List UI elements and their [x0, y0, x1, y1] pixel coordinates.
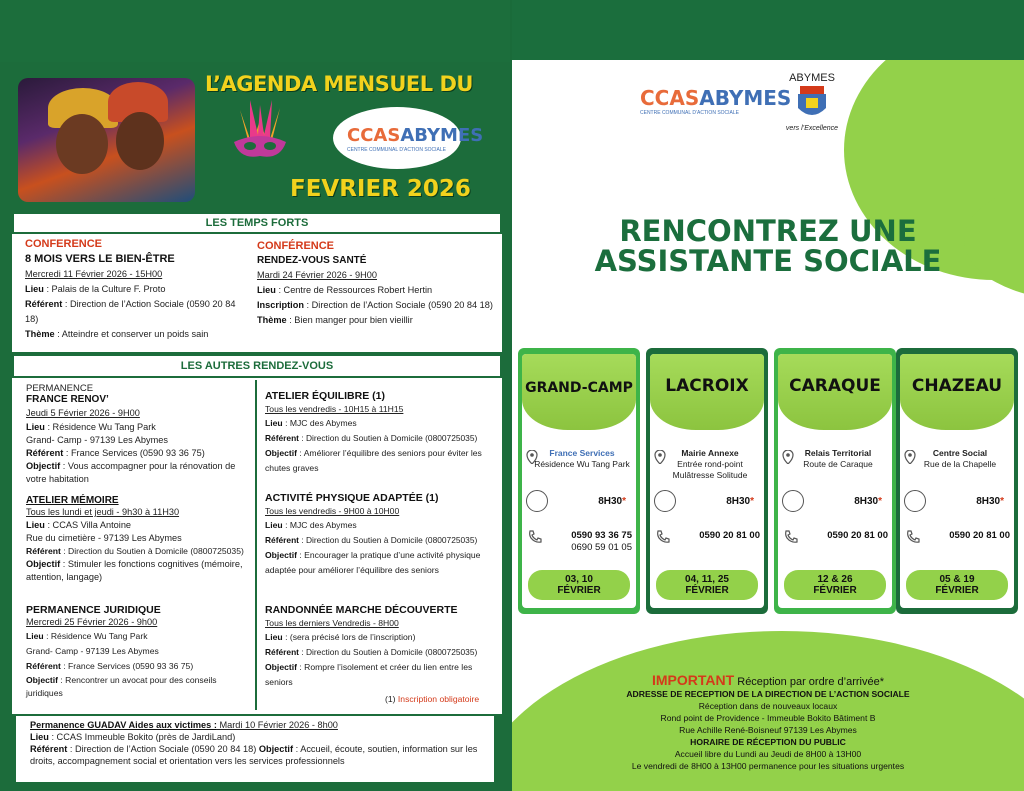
event-randonnee: RANDONNÉE MARCHE DÉCOUVERTE Tous les derniers Vendredis - 8H00 Lieu : (sera précisé lors de l’inscription) Référent : Direction du Soutien à Domicile (0800725035) Objectif : Rompre l’isolement et créer du lien entre les seniors: [265, 604, 495, 690]
event-conference-sante: CONFÉRENCE RENDEZ-VOUS SANTÉ Mardi 24 Février 2026 - 9H00 Lieu : Centre de Ressources Robert Hertin Inscription : Direction de l’Action Sociale (0590 20 84 18) Thème : Bien manger pour bien vieillir: [257, 240, 497, 328]
face-left: [56, 114, 108, 174]
clock-icon: [526, 490, 548, 512]
card-address: Relais Territorial Route de Caraque: [803, 448, 873, 469]
carnival-mask-icon: [230, 100, 290, 170]
phone-icon: [656, 530, 670, 544]
card-lacroix: [646, 348, 768, 614]
event-date: Tous les vendredis - 9H00 à 10H00: [265, 506, 400, 516]
card-time: 8H30*: [598, 496, 626, 507]
card-time: 8H30*: [976, 496, 1004, 507]
card-phones: 0590 20 81 00: [949, 530, 1010, 541]
temps-forts-header: LES TEMPS FORTS: [12, 212, 502, 234]
ccas-logo-right: [640, 86, 792, 132]
guadav-title: Permanence GUADAV Aides aux victimes :: [30, 720, 217, 730]
event-kind: PERMANENCE: [26, 383, 94, 394]
autres-header: LES AUTRES RENDEZ-VOUS: [12, 354, 502, 378]
phone-icon: [784, 530, 798, 544]
event-title: ATELIER ÉQUILIBRE (1): [265, 390, 385, 402]
agenda-title: L’AGENDA MENSUEL DU: [205, 72, 473, 96]
guadav-date: Mardi 10 Février 2026 - 8h00: [216, 720, 338, 730]
card-time: 8H30*: [726, 496, 754, 507]
card-dates: 05 & 19 FÉVRIER: [906, 570, 1008, 600]
event-atelier-memoire: ATELIER MÉMOIRE Tous les lundi et jeudi - 9h30 à 11H30 Lieu : CCAS Villa Antoine Rue du cimetière - 97139 Les Abymes Référent : Direction du Soutien à Domicile (0800725035) Objectif : Stimuler les fonctions cognitives (mémoire, attention, langage): [26, 495, 254, 584]
ccas-logo-text: CCASABYMES: [347, 125, 484, 146]
main-title: [512, 216, 1024, 276]
event-address: Grand- Camp - 97139 Les Abymes: [26, 646, 159, 656]
ccas-logo-sub: CENTRE COMMUNAL D’ACTION SOCIALE: [347, 147, 446, 153]
event-date: Mercredi 25 Février 2026 - 9h00: [26, 617, 158, 627]
card-caraque: [774, 348, 896, 614]
hours-line: Le vendredi de 8H00 à 13H00 permanence pour les situations urgentes: [631, 761, 905, 771]
left-page: [0, 0, 510, 791]
card-dates: 12 & 26 FÉVRIER: [784, 570, 886, 600]
event-guadav: Permanence GUADAV Aides aux victimes : Mardi 10 Février 2026 - 8h00 Lieu : CCAS Immeuble Bokito (près de JardiLand) Référent : Direction de l’Action Sociale (0590 20 84 18) Objectif : Accueil, écoute, soutien, information sur les droits, accompagnement social et orientation vers les services professionnels: [30, 720, 478, 766]
clock-icon: [782, 490, 804, 512]
footnote: [385, 694, 479, 704]
footnote-number: (1): [385, 694, 396, 704]
important-sub: Réception par ordre d’arrivée*: [734, 676, 884, 688]
carnival-photo: [18, 78, 195, 202]
event-title: ATELIER MÉMOIRE: [26, 495, 119, 506]
clock-icon: [904, 490, 926, 512]
logo-abymes: ABYMES: [699, 86, 792, 110]
card-address: France Services Résidence Wu Tang Park: [534, 448, 630, 469]
month-title: FEVRIER 2026: [290, 176, 471, 202]
card-name: LACROIX: [665, 376, 749, 396]
event-title: FRANCE RENOV’: [26, 394, 109, 405]
card-address: Mairie Annexe Entrée rond-point Mulâtresse Solitude: [672, 448, 748, 480]
address-line: Réception dans de nouveaux locaux: [698, 701, 838, 711]
right-top-band: [512, 0, 1024, 60]
event-title: 8 MOIS VERS LE BIEN-ÊTRE: [25, 253, 175, 265]
event-title: PERMANENCE JURIDIQUE: [26, 604, 161, 616]
event-france-renov: PERMANENCE FRANCE RENOV’ Jeudi 5 Février 2026 - 9H00 Lieu : Résidence Wu Tang Park Grand- Camp - 97139 Les Abymes Référent : France Services (0590 93 36 75) Objectif : Vous accompagner pour la rénovation de votre habitation: [26, 383, 251, 486]
card-phones: 0590 20 81 00: [699, 530, 760, 541]
event-address: Rue du cimetière - 97139 Les Abymes: [26, 533, 182, 543]
main-title-line1: RENCONTREZ UNE: [619, 214, 917, 248]
main-title-line2: ASSISTANTE SOCIALE: [594, 244, 942, 278]
card-dates: 03, 10 FÉVRIER: [528, 570, 630, 600]
important-label: IMPORTANT: [652, 672, 735, 688]
column-divider: [255, 380, 257, 710]
face-right: [116, 112, 164, 170]
card-name: GRAND-CAMP: [525, 380, 633, 396]
event-date: Mardi 24 Février 2026 - 9H00: [257, 270, 378, 280]
event-date: Mercredi 11 Février 2026 - 15H00: [25, 269, 163, 279]
card-chazeau: [896, 348, 1018, 614]
hours-heading: HORAIRE DE RÉCEPTION DU PUBLIC: [690, 737, 846, 747]
event-title: RENDEZ-VOUS SANTÉ: [257, 255, 367, 266]
ccas-logo: [333, 107, 484, 169]
event-date: Tous les lundi et jeudi - 9h30 à 11H30: [26, 507, 180, 517]
event-address: Grand- Camp - 97139 Les Abymes: [26, 435, 168, 445]
city-crest-icon: [796, 84, 828, 120]
phone-icon: [528, 530, 542, 544]
event-title: RANDONNÉE MARCHE DÉCOUVERTE: [265, 604, 458, 616]
hours-line: Accueil libre du Lundi au Jeudi de 8H00 à 13H00: [674, 749, 862, 759]
event-title: ACTIVITÉ PHYSIQUE ADAPTÉE (1): [265, 492, 439, 504]
phone-icon: [906, 530, 920, 544]
event-date: Tous les derniers Vendredis - 8H00: [265, 618, 399, 628]
card-name: CARAQUE: [789, 376, 881, 396]
event-activite-physique: ACTIVITÉ PHYSIQUE ADAPTÉE (1) Tous les vendredis - 9H00 à 10H00 Lieu : MJC des Abymes Référent : Direction du Soutien à Domicile (0800725035) Objectif : Encourager la pratique d’une activité physique adaptée pour améliorer l’équilibre des seniors: [265, 492, 495, 578]
event-date: Jeudi 5 Février 2026 - 9H00: [26, 408, 140, 418]
abymes-city-logo: [774, 72, 850, 132]
card-grand-camp: [518, 348, 640, 614]
event-conference-bien-etre: CONFERENCE 8 MOIS VERS LE BIEN-ÊTRE Mercredi 11 Février 2026 - 15H00 Lieu : Palais de la Culture F. Proto Référent : Direction de l’Action Sociale (0590 20 84 18) Thème : Atteindre et conserver un poids sain: [25, 238, 250, 342]
city-motto: vers l’Excellence: [785, 125, 839, 132]
event-date: Tous les vendredis - 10H15 à 11H15: [265, 404, 404, 414]
event-kind: CONFERENCE: [25, 238, 103, 250]
logo-ccas: CCAS: [640, 86, 700, 110]
right-page: [512, 60, 1024, 791]
clock-icon: [654, 490, 676, 512]
card-dates: 04, 11, 25 FÉVRIER: [656, 570, 758, 600]
card-name: CHAZEAU: [911, 376, 1003, 396]
important-notice: [512, 674, 1024, 772]
event-permanence-juridique: PERMANENCE JURIDIQUE Mercredi 25 Février 2026 - 9h00 Lieu : Résidence Wu Tang Park Grand- Camp - 97139 Les Abymes Référent : France Services (0590 93 36 75) Objectif : Rencontrer un avocat pour des conseils juridiques: [26, 604, 251, 700]
logo-sub: CENTRE COMMUNAL D’ACTION SOCIALE: [640, 110, 739, 116]
address-line: Rond point de Providence - Immeuble Bokito Bâtiment B: [660, 713, 876, 723]
card-phones: 0590 20 81 00: [827, 530, 888, 541]
card-address: Centre Social Rue de la Chapelle: [923, 448, 997, 469]
card-time: 8H30*: [854, 496, 882, 507]
left-top-band: [0, 0, 510, 62]
card-phones: 0590 93 36 75 0690 59 01 05: [571, 530, 632, 553]
city-name: ABYMES: [789, 72, 835, 84]
event-kind: CONFÉRENCE: [257, 240, 335, 252]
event-atelier-equilibre: ATELIER ÉQUILIBRE (1) Tous les vendredis - 10H15 à 11H15 Lieu : MJC des Abymes Référent : Direction du Soutien à Domicile (0800725035) Objectif : Améliorer l’équilibre des seniors pour éviter les chutes graves: [265, 390, 495, 476]
address-line: Rue Achille René-Boisneuf 97139 Les Abymes: [679, 725, 857, 735]
address-heading: ADRESSE DE RECEPTION DE LA DIRECTION DE L’ACTION SOCIALE: [626, 689, 910, 699]
footnote-text: Inscription obligatoire: [397, 694, 480, 704]
